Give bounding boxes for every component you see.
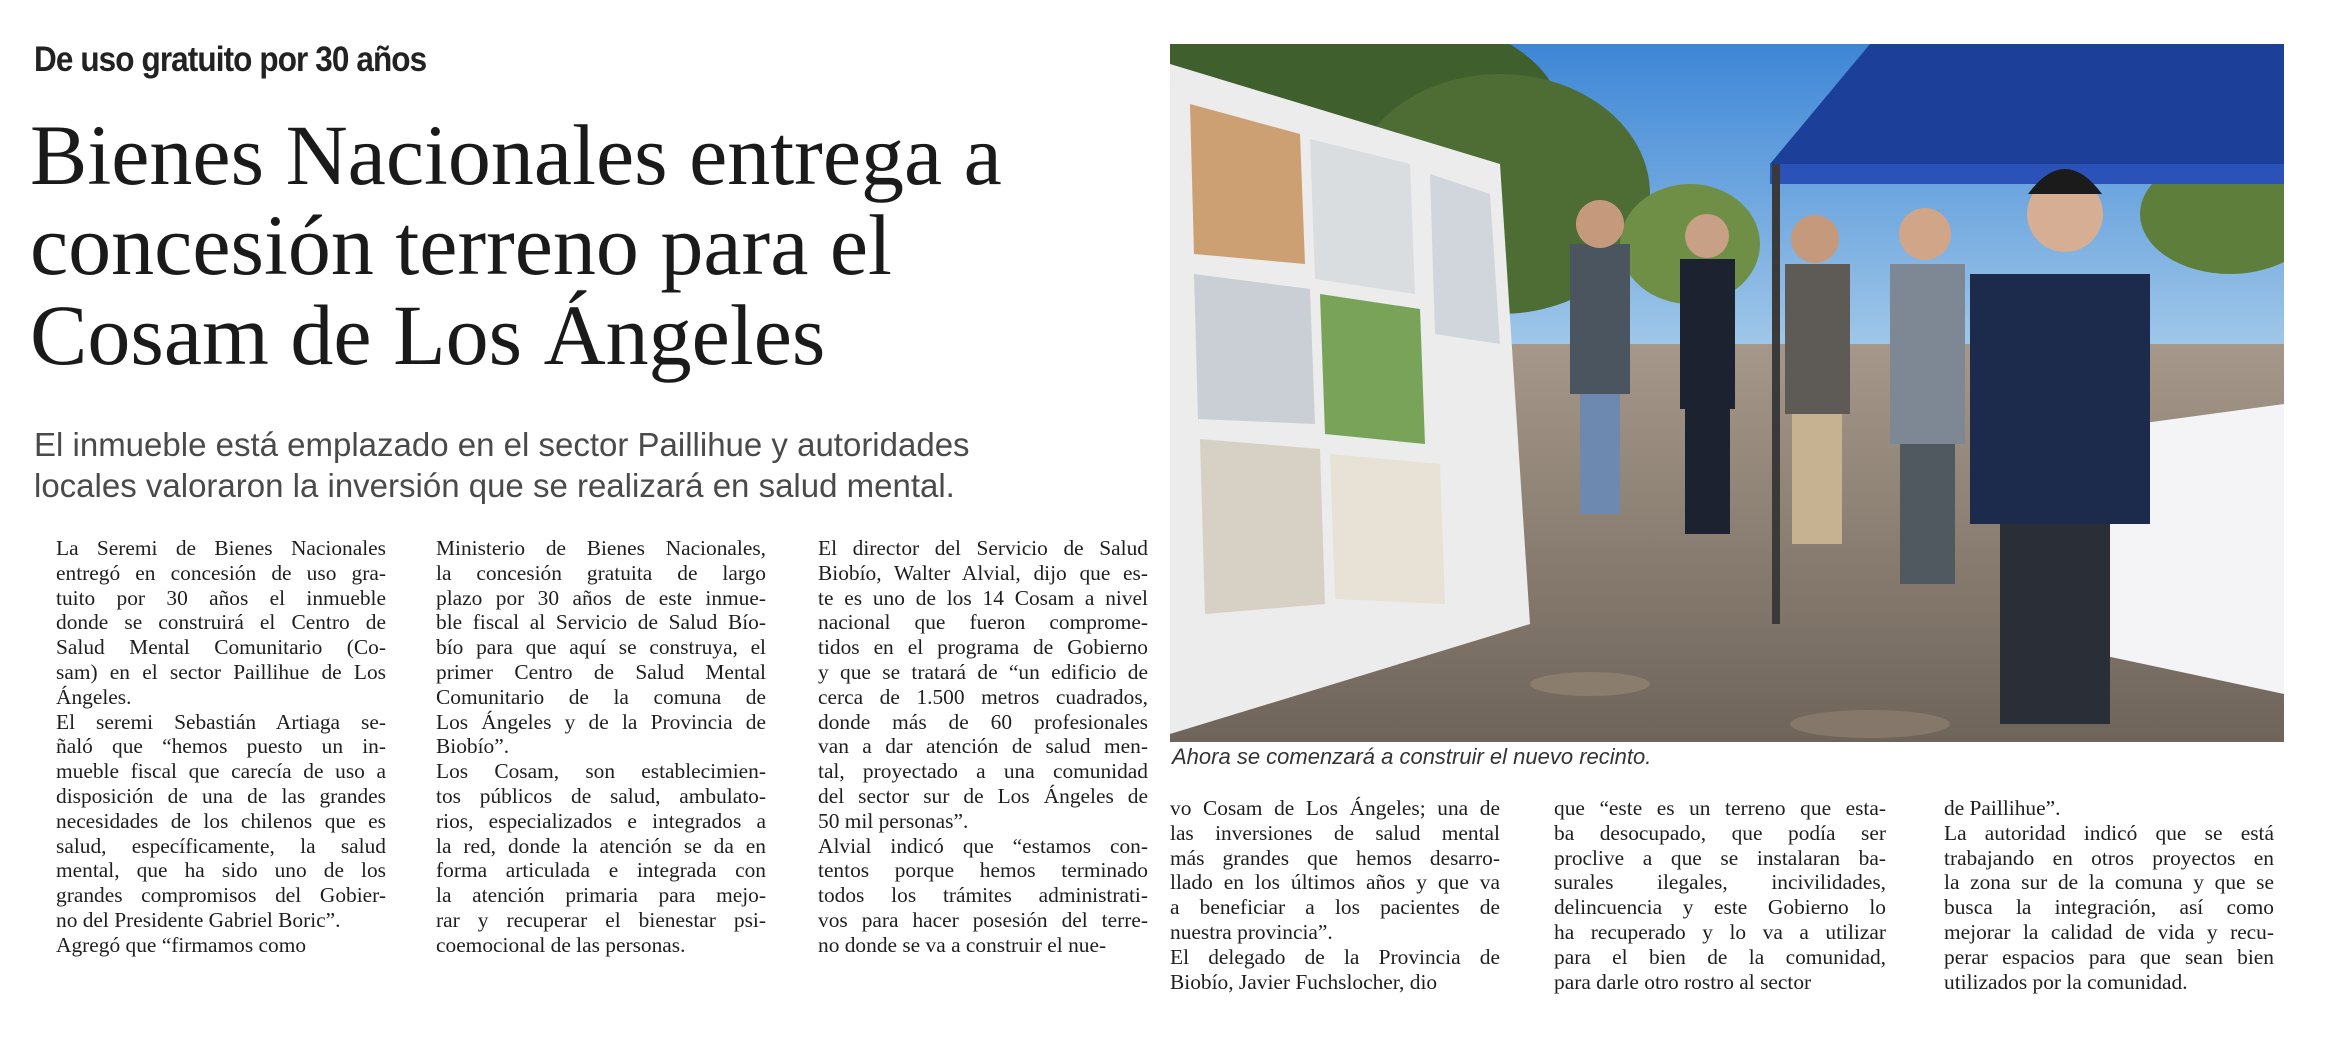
text-line: Alvial indicó que “estamos con- bbox=[818, 833, 1148, 858]
article-paragraph bbox=[796, 834, 1148, 958]
article-column-1 bbox=[34, 536, 386, 958]
text-line: para darle otro rostro al sector bbox=[1554, 969, 1812, 994]
article-paragraph bbox=[34, 710, 386, 933]
text-line: grandes compromisos del Gobier- bbox=[56, 883, 386, 908]
text-line: ble fiscal al Servicio de Salud Bío- bbox=[436, 610, 766, 635]
text-line: entregó en concesión de uso gra- bbox=[56, 560, 386, 585]
headline-line: Bienes Nacionales entrega a bbox=[30, 107, 1002, 203]
text-line: la concesión gratuita de largo bbox=[436, 560, 766, 585]
article-paragraph bbox=[414, 759, 766, 957]
text-line: la red, donde la atención se da en bbox=[436, 833, 766, 858]
article-paragraph bbox=[1922, 821, 2274, 995]
text-line: salud, específicamente, la salud bbox=[56, 833, 386, 858]
text-line: El director del Servicio de Salud bbox=[818, 536, 1148, 560]
text-line: te es uno de los 14 Cosam a nivel bbox=[818, 585, 1148, 610]
text-line: necesidades de los chilenos que es bbox=[56, 808, 386, 833]
text-line: llado en los últimos años y que va bbox=[1170, 870, 1500, 895]
article-kicker: De uso gratuito por 30 años bbox=[34, 40, 427, 79]
text-line: del sector sur de Los Ángeles de bbox=[818, 783, 1148, 808]
text-line: delincuencia y este Gobierno lo bbox=[1554, 895, 1886, 920]
article-column-5 bbox=[1532, 796, 1886, 994]
text-line: ba desocupado, que podía ser bbox=[1554, 820, 1886, 845]
article-column-3 bbox=[796, 536, 1148, 958]
article-photo bbox=[1170, 44, 2284, 742]
text-line: mental, que ha sido uno de los bbox=[56, 858, 386, 883]
text-line: nuestra provincia”. bbox=[1170, 919, 1333, 944]
text-line: ñaló que “hemos puesto un in- bbox=[56, 734, 386, 759]
text-line: mejorar la calidad de vida y recu- bbox=[1944, 919, 2274, 944]
text-line: donde se construirá el Centro de bbox=[56, 610, 386, 635]
text-line: rar y recuperar el bienestar psi- bbox=[436, 907, 766, 932]
text-line: Agregó que “firmamos como bbox=[56, 932, 307, 957]
text-line: utilizados por la comunidad. bbox=[1944, 969, 2188, 994]
text-line: van a dar atención de salud men- bbox=[818, 734, 1148, 759]
text-line: Los Ángeles y de la Provincia de bbox=[436, 709, 766, 734]
text-line: Comunitario de la comuna de bbox=[436, 684, 766, 709]
text-line: la zona sur de la comuna y que se bbox=[1944, 870, 2274, 895]
text-line: nacional que fueron comprome- bbox=[818, 610, 1148, 635]
text-line: Biobío, Javier Fuchslocher, dio bbox=[1170, 969, 1438, 994]
text-line: surales ilegales, incivilidades, bbox=[1554, 870, 1886, 895]
article-paragraph bbox=[1148, 796, 1500, 945]
text-line: plazo por 30 años de este inmue- bbox=[436, 585, 766, 610]
text-line: tuito por 30 años el inmueble bbox=[56, 585, 386, 610]
text-line: busca la integración, así como bbox=[1944, 895, 2274, 920]
text-line: que “este es un terreno que esta- bbox=[1554, 796, 1886, 820]
article-column-6 bbox=[1922, 796, 2274, 994]
text-line: para el bien de la comunidad, bbox=[1554, 944, 1886, 969]
text-line: de Paillihue”. bbox=[1944, 796, 2061, 820]
text-line: trabajando en otros proyectos en bbox=[1944, 845, 2274, 870]
text-line: bío para que aquí se construya, el bbox=[436, 635, 766, 660]
article-column-4 bbox=[1148, 796, 1500, 994]
text-line: 50 mil personas”. bbox=[818, 808, 969, 833]
article-headline bbox=[30, 107, 1160, 383]
headline-line: Cosam de Los Ángeles bbox=[30, 287, 826, 383]
text-line: Ángeles. bbox=[56, 684, 132, 709]
text-line: El seremi Sebastián Artiaga se- bbox=[56, 709, 386, 734]
headline-line: concesión terreno para el bbox=[30, 197, 892, 293]
text-line: La autoridad indicó que se está bbox=[1944, 820, 2274, 845]
text-line: cerca de 1.500 metros cuadrados, bbox=[818, 684, 1148, 709]
text-line: mueble fiscal que carecía de uso a bbox=[56, 759, 386, 784]
text-line: tal, proyectado a una comunidad bbox=[818, 759, 1148, 784]
text-line: las inversiones de salud mental bbox=[1170, 820, 1500, 845]
photo-caption: Ahora se comenzará a construir el nuevo recinto. bbox=[1172, 744, 1652, 769]
dek-line: El inmueble está emplazado en el sector Paillihue y autoridades bbox=[34, 426, 970, 463]
text-line: más grandes que hemos desarro- bbox=[1170, 845, 1500, 870]
text-line: no donde se va a construir el nue- bbox=[818, 932, 1107, 957]
text-line: primer Centro de Salud Mental bbox=[436, 659, 766, 684]
text-line: forma articulada e integrada con bbox=[436, 858, 766, 883]
dek-line: locales valoraron la inversión que se realizará en salud mental. bbox=[34, 467, 955, 504]
text-line: Los Cosam, son establecimien- bbox=[436, 759, 766, 784]
article-paragraph bbox=[414, 536, 766, 759]
text-line: disposición de una de las grandes bbox=[56, 783, 386, 808]
text-line: vos para hacer posesión del terre- bbox=[818, 907, 1148, 932]
text-line: la atención primaria para mejo- bbox=[436, 883, 766, 908]
text-line: coemocional de las personas. bbox=[436, 932, 686, 957]
text-line: La Seremi de Bienes Nacionales bbox=[56, 536, 386, 560]
article-dek bbox=[34, 424, 1154, 506]
article-paragraph bbox=[1148, 945, 1500, 995]
text-line: perar espacios para que sean bien bbox=[1944, 944, 2274, 969]
article-paragraph bbox=[1922, 796, 2274, 821]
text-line: no del Presidente Gabriel Boric”. bbox=[56, 907, 341, 932]
text-line: Ministerio de Bienes Nacionales, bbox=[436, 536, 766, 560]
text-line: Salud Mental Comunitario (Co- bbox=[56, 635, 386, 660]
text-line: sam) en el sector Paillihue de Los bbox=[56, 659, 386, 684]
text-line: tos públicos de salud, ambulato- bbox=[436, 783, 766, 808]
text-line: todos los trámites administrati- bbox=[818, 883, 1148, 908]
text-line: donde más de 60 profesionales bbox=[818, 709, 1148, 734]
article-column-2 bbox=[414, 536, 766, 958]
text-line: ha recuperado y lo va a utilizar bbox=[1554, 919, 1886, 944]
text-line: tentos porque hemos terminado bbox=[818, 858, 1148, 883]
text-line: rios, especializados e integrados a bbox=[436, 808, 766, 833]
text-line: a beneficiar a los pacientes de bbox=[1170, 895, 1500, 920]
article-paragraph bbox=[34, 933, 386, 958]
text-line: Biobío, Walter Alvial, dijo que es- bbox=[818, 560, 1148, 585]
article-paragraph bbox=[1532, 796, 1886, 994]
text-line: y que se tratará de “un edificio de bbox=[818, 659, 1148, 684]
article-paragraph bbox=[34, 536, 386, 710]
text-line: Biobío”. bbox=[436, 734, 510, 759]
text-line: tidos en el programa de Gobierno bbox=[818, 635, 1148, 660]
text-line: proclive a que se instalaran ba- bbox=[1554, 845, 1886, 870]
photo-illustration bbox=[1170, 44, 2284, 742]
text-line: vo Cosam de Los Ángeles; una de bbox=[1170, 796, 1500, 820]
article-paragraph bbox=[796, 536, 1148, 834]
text-line: El delegado de la Provincia de bbox=[1170, 944, 1500, 969]
